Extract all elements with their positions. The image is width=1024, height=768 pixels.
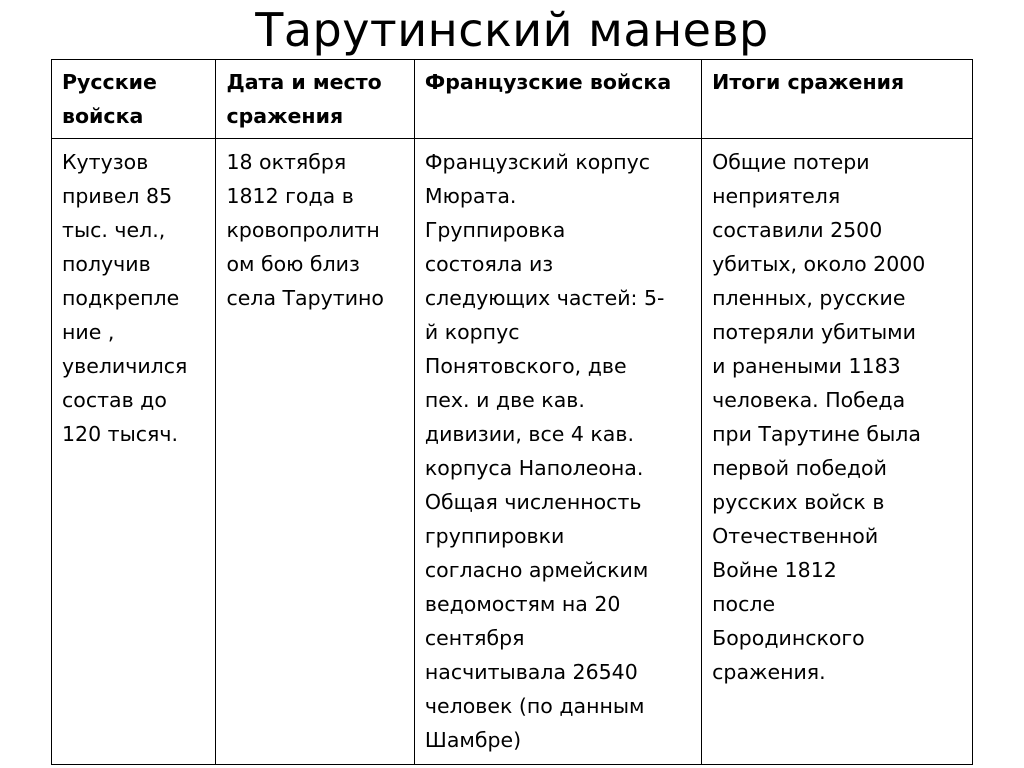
page-title: Тарутинский маневр bbox=[255, 3, 769, 57]
header-results: Итоги сражения bbox=[702, 60, 973, 139]
header-russian-forces: Русские войска bbox=[52, 60, 216, 139]
battle-table bbox=[51, 59, 973, 765]
table-row bbox=[52, 139, 973, 765]
header-french-forces: Французские войска bbox=[414, 60, 701, 139]
header-date-place: Дата и место сражения bbox=[216, 60, 414, 139]
cell-french-forces: Французский корпус Мюрата. Группировка состояла из следующих частей: 5- й корпус Понятовского, две пех. и две кав. дивизии, все 4 кав. корпуса Наполеона. Общая численность группировки согласно армейским ведомостям на 20 сентября насчитывала 26540 человек (по данным Шамбре) bbox=[414, 139, 701, 765]
cell-results: Общие потери неприятеля составили 2500 убитых, около 2000 пленных, русские потеряли убитыми и ранеными 1183 человека. Победа при Тарутине была первой победой русских войск в Отечественной Войне 1812 после Бородинского сражения. bbox=[702, 139, 973, 765]
cell-russian-forces: Кутузов привел 85 тыс. чел., получив подкрепле ние , увеличился состав до 120 тысяч. bbox=[52, 139, 216, 765]
cell-date-place: 18 октября 1812 года в кровопролитн ом бою близ села Тарутино bbox=[216, 139, 414, 765]
table-header-row bbox=[52, 60, 973, 139]
